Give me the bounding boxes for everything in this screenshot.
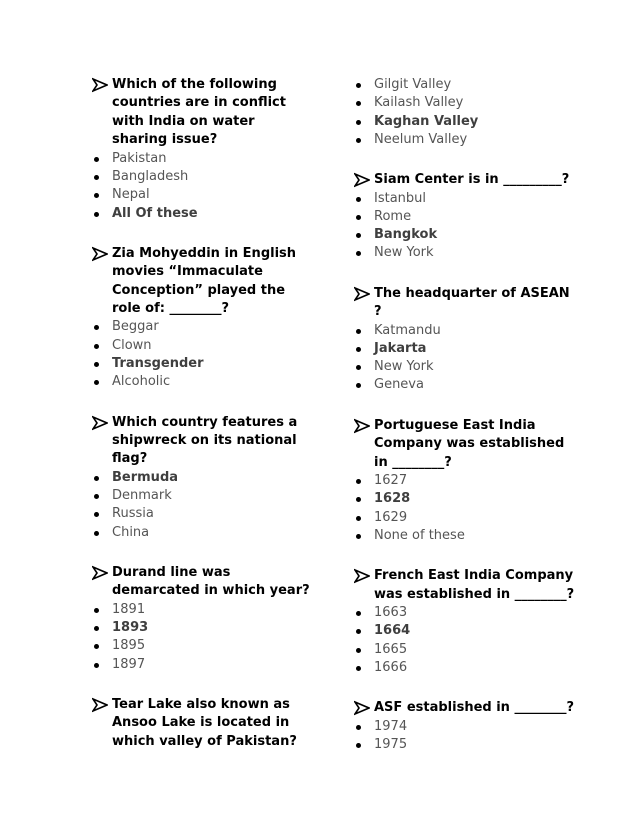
- option-item: 1895: [92, 637, 314, 655]
- correct-option: 1628: [354, 490, 576, 508]
- option-item: Beggar: [92, 318, 314, 336]
- question-text: [92, 414, 314, 469]
- option-item: 1897: [92, 656, 314, 674]
- question-block: [354, 76, 576, 149]
- option-item: Gilgit Valley: [354, 76, 576, 94]
- options-list: [354, 322, 576, 395]
- option-item: 1663: [354, 604, 576, 622]
- arrow-bullet-icon: [92, 246, 108, 262]
- option-item: Bangladesh: [92, 168, 314, 186]
- option-item: New York: [354, 244, 576, 262]
- question-text: [354, 285, 576, 322]
- options-list: [92, 150, 314, 223]
- question-block: [354, 699, 576, 754]
- correct-option: Jakarta: [354, 340, 576, 358]
- question-block: [354, 567, 576, 677]
- question-label: Which of the following countries are in conflict with India on water sharing issue?: [112, 77, 286, 148]
- question-text: [92, 76, 314, 150]
- correct-option: Bermuda: [92, 469, 314, 487]
- question-text: [354, 171, 576, 189]
- correct-option: Bangkok: [354, 226, 576, 244]
- option-item: 1627: [354, 472, 576, 490]
- question-text: [92, 564, 314, 601]
- question-block: [92, 696, 314, 751]
- question-text: [354, 567, 576, 604]
- option-item: Rome: [354, 208, 576, 226]
- arrow-bullet-icon: [92, 77, 108, 93]
- option-item: 1975: [354, 736, 576, 754]
- question-label: Siam Center is in _________?: [374, 172, 570, 188]
- arrow-bullet-icon: [92, 697, 108, 713]
- question-label: Zia Mohyeddin in English movies “Immaculate Conception” played the role of: ________?: [112, 245, 297, 317]
- option-item: Katmandu: [354, 322, 576, 340]
- option-item: Pakistan: [92, 150, 314, 168]
- option-item: Russia: [92, 505, 314, 523]
- arrow-bullet-icon: [354, 418, 370, 434]
- arrow-bullet-icon: [354, 172, 370, 188]
- option-item: Istanbul: [354, 190, 576, 208]
- left-column: [92, 76, 314, 773]
- option-item: Clown: [92, 337, 314, 355]
- question-block: [354, 171, 576, 263]
- option-item: Alcoholic: [92, 373, 314, 391]
- options-list: [92, 601, 314, 674]
- arrow-bullet-icon: [92, 565, 108, 581]
- question-block: [92, 76, 314, 223]
- option-item: Kailash Valley: [354, 94, 576, 112]
- option-item: 1629: [354, 509, 576, 527]
- correct-option: Kaghan Valley: [354, 113, 576, 131]
- question-block: [92, 414, 314, 542]
- arrow-bullet-icon: [354, 286, 370, 302]
- option-item: China: [92, 524, 314, 542]
- question-label: Durand line was demarcated in which year?: [112, 565, 310, 599]
- option-item: None of these: [354, 527, 576, 545]
- option-item: Denmark: [92, 487, 314, 505]
- arrow-bullet-icon: [92, 415, 108, 431]
- option-item: Neelum Valley: [354, 131, 576, 149]
- option-item: Geneva: [354, 376, 576, 394]
- question-block: [354, 417, 576, 545]
- option-item: 1666: [354, 659, 576, 677]
- question-text: [92, 245, 314, 319]
- option-item: 1891: [92, 601, 314, 619]
- arrow-bullet-icon: [354, 568, 370, 584]
- question-block: [92, 245, 314, 392]
- correct-option: All Of these: [92, 205, 314, 223]
- options-list: [354, 604, 576, 677]
- options-list: [354, 76, 576, 149]
- options-list: [354, 190, 576, 263]
- question-block: [354, 285, 576, 395]
- option-item: 1974: [354, 718, 576, 736]
- correct-option: 1664: [354, 622, 576, 640]
- options-list: [92, 469, 314, 542]
- question-label: Which country features a shipwreck on its national flag?: [112, 414, 298, 467]
- question-block: [92, 564, 314, 674]
- question-label: Portuguese East India Company was established in ________?: [374, 417, 565, 470]
- arrow-bullet-icon: [354, 700, 370, 716]
- options-list: [354, 472, 576, 545]
- question-text: [354, 699, 576, 717]
- question-label: ASF established in ________?: [374, 700, 575, 716]
- correct-option: 1893: [92, 619, 314, 637]
- option-item: 1665: [354, 641, 576, 659]
- options-list: [354, 718, 576, 755]
- correct-option: Transgender: [92, 355, 314, 373]
- question-label: Tear Lake also known as Ansoo Lake is located in which valley of Pakistan?: [112, 697, 297, 749]
- question-text: [92, 696, 314, 751]
- question-label: The headquarter of ASEAN ?: [374, 285, 570, 320]
- question-text: [354, 417, 576, 472]
- right-column: [354, 76, 576, 776]
- option-item: New York: [354, 358, 576, 376]
- option-item: Nepal: [92, 186, 314, 204]
- question-label: French East India Company was established in ________?: [374, 568, 575, 602]
- options-list: [92, 318, 314, 391]
